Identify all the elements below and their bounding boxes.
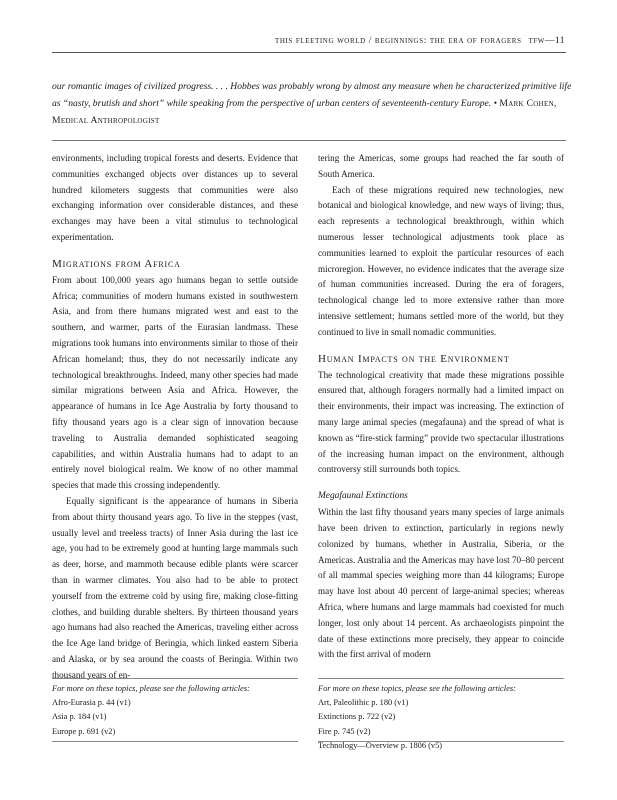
related-articles-title: For more on these topics, please see the following articles: [318,684,516,693]
section-heading: Human Impacts on the Environment [318,352,510,365]
epigraph-bullet: • [493,98,497,109]
paragraph: Within the last fifty thousand years many species of large animals have been driven to extinction, particularly in regions newly colonized by humans, whether in Australia, Siberia, or the Americas. Australia and the Americas may have lost 70–80 percent of all mammal species weighing more than 44 kilograms; Europe may have lost about 40 percent of large-animal species; whereas Africa, where humans and large mammals had coexisted for much longer, lost only about 14 percent. As archaeologists pinpoint the date of these extinctions more precisely, they appear to coincide with the first arrival of modern [318,507,564,660]
paragraph: Each of these migrations required new technologies, new botanical and biological knowledge, and new ways of living; thus, each represents a technological breakthrough, within which numerous lesser technological adjustments took place as communities learned to exploit the particular resources of each microregion. However, no evidence indicates that the average size of human communities increased. During the era of foragers, technological change led to more extensive rather than more intensive settlement; humans settled more of the world, but they continued to live in small nomadic communities. [318,184,564,337]
header-rule [52,52,566,53]
related-articles-title: For more on these topics, please see the following articles: [52,684,250,693]
epigraph-quote: our romantic images of civilized progress. . . . Hobbes was probably wrong by almost any measure when he characterized primitive life as “nasty, brutish and short” while speaking from the perspective of urban centers of seventeenth-century Europe. [52,81,572,109]
related-articles-left [52,678,298,739]
paragraph: From about 100,000 years ago humans began to settle outside Africa; communities of modern humans existed in southwestern Asia, and from there humans migrated west and east to the southern, and warmer, parts of the Eurasian landmass. These migrations took humans into environments similar to those of their African homeland; thus, they do not necessarily indicate any technological breakthroughs. Indeed, many other species had made similar migrations between Asia and Africa. However, the appearance of humans in Ice Age Australia by forty thousand to fifty thousand years ago is a clear sign of innovation because traveling to Australia demanded sophisticated seagoing capabilities, and within Australia humans had to adapt to an entirely novel biological realm. We know of no other mammal species that made this crossing independently. [52,274,298,491]
paragraph: The technological creativity that made these migrations possible ensured that, although foragers normally had a limited impact on their environments, their impact was increasing. The extinction of many large animal species (megafauna) and the spread of what is known as “fire-stick farming” provide two spectacular illustrations of the increasing human impact on the environment, although controversy still surrounds both topics. [318,369,564,475]
related-article-link[interactable]: Asia p. 184 (v1) [52,712,107,722]
right-column [318,151,564,663]
page-number: tfw—11 [528,36,565,46]
footer-rule [52,741,298,742]
footer-rule [318,741,564,742]
related-article-link[interactable]: Afro-Eurasia p. 44 (v1) [52,698,131,708]
epigraph [52,78,572,129]
running-header [275,36,565,46]
related-article-link[interactable]: Technology—Overview p. 1806 (v5) [318,740,443,750]
related-article-link[interactable]: Extinctions p. 722 (v2) [318,712,396,722]
paragraph: Equally significant is the appearance of humans in Siberia from about thirty thousand years ago. To live in the steppes (vast, usually level and treeless tracts) of Inner Asia during the last ice age, you had to be extremely good at hunting large mammals such as deer, horse, and mammoth because edible plants were scarcer than in warmer climates. You also had to be able to protect yourself from the extreme cold by using fire, making close-fitting clothes, and building durable shelters. By thirteen thousand years ago humans had also reached the Americas, traveling either across the Ice Age land bridge of Beringia, which linked eastern Siberia and Alaska, or by sea around the coasts of Beringia. Within two thousand years of en- [52,495,298,680]
running-title: this fleeting world / beginnings: the era of foragers [274,36,522,46]
section-heading: Migrations from Africa [52,257,181,270]
related-article-link[interactable]: Europe p. 691 (v2) [52,726,116,736]
subsection-heading: Megafaunal Extinctions [318,491,408,502]
related-article-link[interactable]: Fire p. 745 (v2) [318,726,371,736]
paragraph: environments, including tropical forests and deserts. Evidence that communities exchanged objects over distances up to several hundred kilometers suggests that communities were also exchanging information over considerable distances, and these exchanges may have been a vital stimulus to technological experimentation. [52,153,298,242]
paragraph: tering the Americas, some groups had reached the far south of South America. [318,153,564,179]
epigraph-attribution: Mark Cohen, Medical Anthropologist [52,98,557,126]
related-article-link[interactable]: Art, Paleolithic p. 180 (v1) [318,698,409,708]
section-rule [52,140,566,141]
left-column [52,151,298,684]
